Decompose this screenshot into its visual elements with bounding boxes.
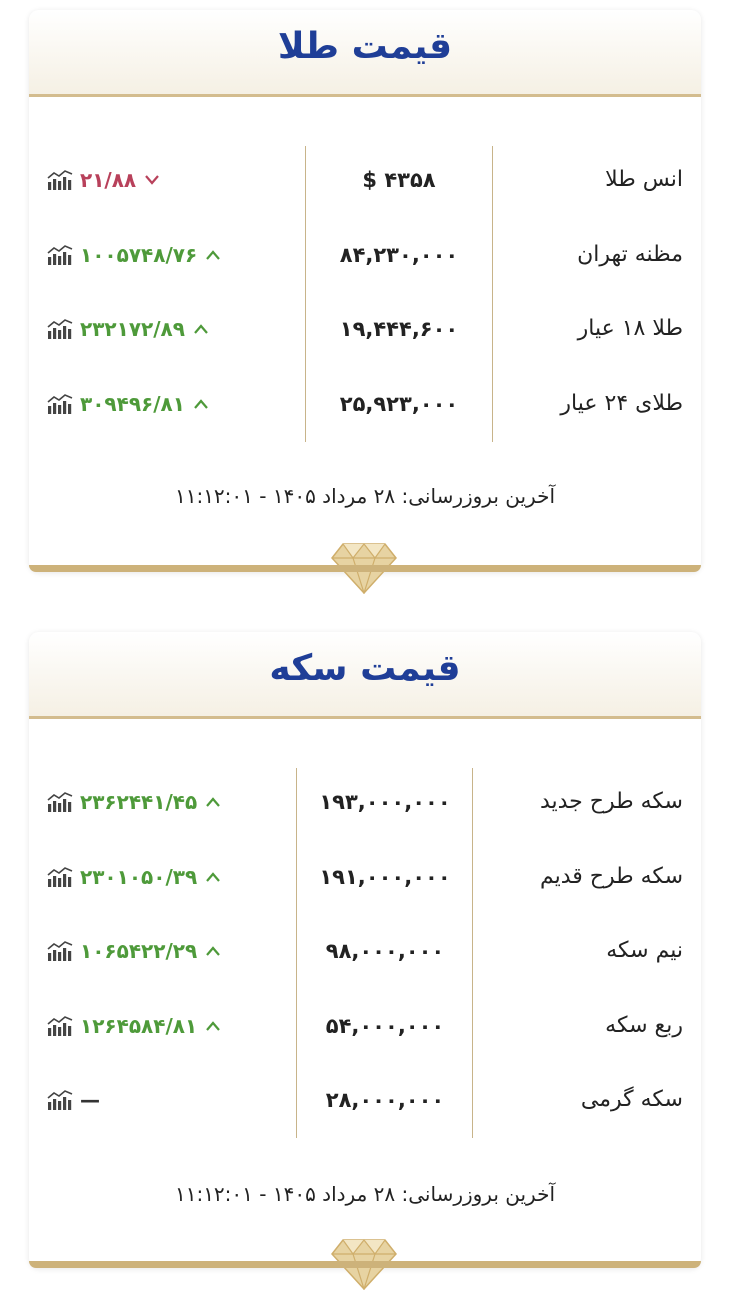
- coin-card-title: قیمت سکه: [269, 648, 461, 689]
- item-name: سکه گرمی: [580, 1087, 683, 1112]
- item-change: [47, 384, 209, 424]
- item-change: [47, 1080, 100, 1120]
- item-name: ربع سکه: [605, 1012, 683, 1038]
- coin-last-updated: آخرین بروزرسانی: ۲۸ مرداد ۱۴۰۵ - ۱۱:۱۲:۰۱: [174, 1182, 556, 1206]
- bar-chart-icon[interactable]: [47, 318, 74, 340]
- change-value: ۲۳۶۲۴۴۱/۴۵: [80, 790, 198, 814]
- change-value: ۳۰۹۴۹۶/۸۱: [80, 391, 185, 416]
- item-change: [47, 857, 221, 897]
- gold-price-card: [29, 10, 701, 572]
- coin-card-header: [29, 632, 701, 719]
- item-name: سکه طرح قدیم: [539, 863, 683, 889]
- bar-chart-icon[interactable]: [47, 1089, 74, 1111]
- change-value: ۲۳۰۱۰۵۰/۳۹: [80, 864, 198, 889]
- table-row: [29, 1006, 701, 1046]
- bar-chart-icon[interactable]: [47, 244, 74, 266]
- table-row: [29, 1080, 701, 1120]
- gold-last-updated: آخرین بروزرسانی: ۲۸ مرداد ۱۴۰۵ - ۱۱:۱۲:۰۱: [174, 484, 556, 508]
- item-change: [47, 1006, 221, 1046]
- bar-chart-icon[interactable]: [47, 393, 74, 415]
- chevron-up-icon: [205, 1020, 221, 1032]
- item-change: [47, 309, 209, 349]
- item-price: ۱۹۱,۰۰۰,۰۰۰: [319, 864, 451, 889]
- bar-chart-icon[interactable]: [47, 791, 74, 813]
- gold-card-header: [29, 10, 701, 97]
- table-row: [29, 931, 701, 971]
- item-price: ۵۴,۰۰۰,۰۰۰: [325, 1013, 445, 1038]
- item-name: طلا ۱۸ عیار: [577, 316, 683, 341]
- table-row: [29, 235, 701, 275]
- chevron-up-icon: [193, 398, 209, 410]
- chevron-up-icon: [205, 796, 221, 808]
- item-name: سکه طرح جدید: [539, 789, 683, 814]
- bar-chart-icon[interactable]: [47, 866, 74, 888]
- chevron-up-icon: [205, 945, 221, 957]
- change-value: —: [80, 1088, 100, 1112]
- change-value: ۲۳۲۱۷۲/۸۹: [80, 317, 185, 341]
- item-price: ۲۵,۹۲۳,۰۰۰: [339, 391, 459, 416]
- item-price: ۸۴,۲۳۰,۰۰۰: [339, 242, 459, 267]
- bar-chart-icon[interactable]: [47, 169, 74, 191]
- bar-chart-icon[interactable]: [47, 940, 74, 962]
- item-change: [47, 782, 221, 822]
- chevron-up-icon: [205, 871, 221, 883]
- item-change: [47, 160, 160, 200]
- bar-chart-icon[interactable]: [47, 1015, 74, 1037]
- item-change: [47, 931, 221, 971]
- coin-card-footer: [29, 1261, 701, 1268]
- change-value: ۱۰۰۵۷۴۸/۷۶: [80, 242, 198, 267]
- chevron-up-icon: [205, 249, 221, 261]
- table-row: [29, 309, 701, 349]
- item-name: مظنه تهران: [577, 241, 683, 267]
- chevron-down-icon: [144, 174, 160, 186]
- item-name: نیم سکه: [606, 938, 683, 963]
- item-price: ۹۸,۰۰۰,۰۰۰: [325, 939, 445, 963]
- table-row: [29, 160, 701, 200]
- item-price: ۲۸,۰۰۰,۰۰۰: [325, 1088, 445, 1112]
- table-row: [29, 782, 701, 822]
- gold-card-title: قیمت طلا: [277, 26, 453, 67]
- item-price: ۱۹۳,۰۰۰,۰۰۰: [319, 790, 451, 814]
- item-name: انس طلا: [605, 167, 683, 192]
- item-change: [47, 235, 221, 275]
- coin-price-card: [29, 632, 701, 1268]
- table-row: [29, 384, 701, 424]
- item-price: ۱۹,۴۴۴,۶۰۰: [339, 317, 459, 341]
- chevron-up-icon: [193, 323, 209, 335]
- table-row: [29, 857, 701, 897]
- item-name: طلای ۲۴ عیار: [560, 390, 683, 416]
- change-value: ۲۱/۸۸: [80, 168, 137, 192]
- gold-card-footer: [29, 565, 701, 572]
- change-value: ۱۲۶۴۵۸۴/۸۱: [80, 1013, 198, 1038]
- change-value: ۱۰۶۵۴۲۲/۲۹: [80, 939, 198, 963]
- item-price: $ ۴۳۵۸: [362, 168, 436, 192]
